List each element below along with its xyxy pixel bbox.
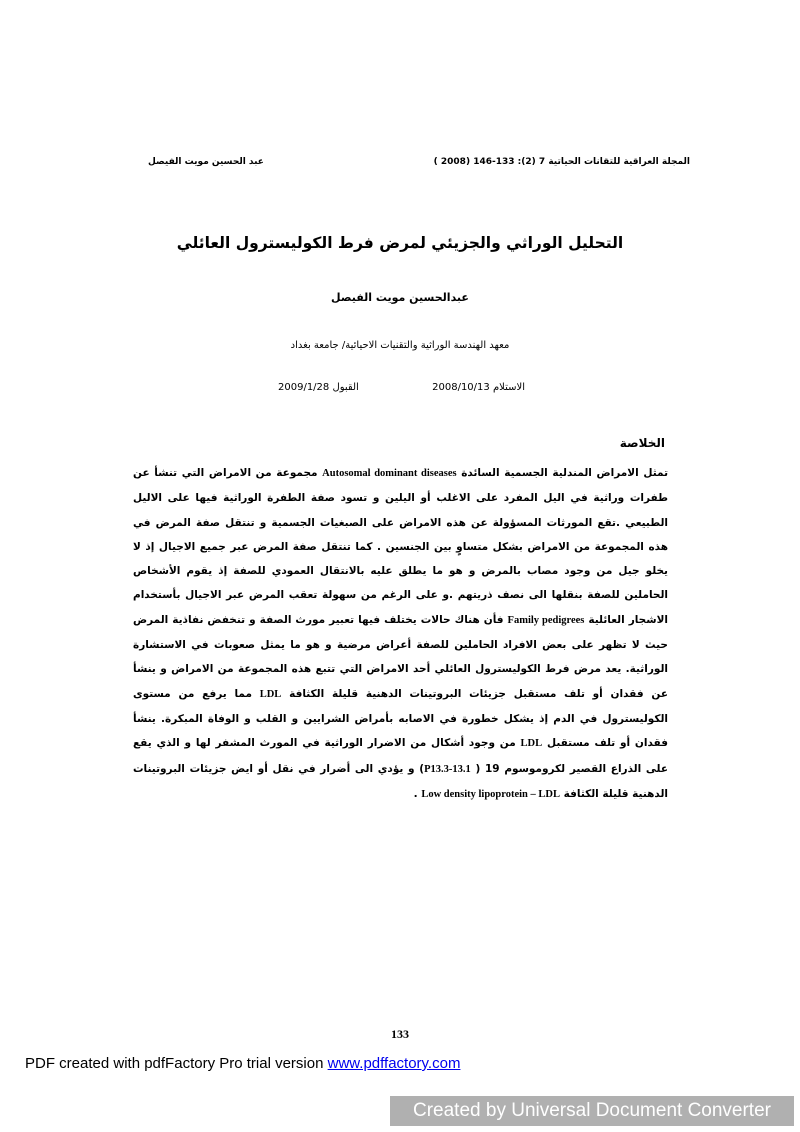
abstract-term: LDL (259, 688, 282, 700)
running-author: عبد الحسين مويت الفيصل (148, 157, 264, 167)
abstract-term: P13.3-13.1 (424, 763, 471, 775)
accepted-date: 2009/1/28 (278, 382, 330, 393)
converter-watermark: Created by Universal Document Converter (390, 1096, 794, 1126)
abstract-term: Low density lipoprotein – LDL (421, 788, 560, 800)
abstract-text: تمثل الامراض المندلية الجسمية السائدة (456, 467, 669, 479)
abstract-term: Autosomal dominant diseases (322, 468, 457, 479)
abstract-text: مجموعة من الامراض التي تنشأ عن طفرات وراثية في اليل المفرد على الاغلب أو اليلين و تسود صفة الطفرة الوراثية فيها على الاليل الطبيعي .تقع المورثات المسؤولة عن هذه الامراض على الصبغيات الجسمية و تنتقل صفة المرض في هذه المجموعة من الامراض بشكل متساوٍ بين الجنسين . كما تنتقل صفة المرض عبر جميع الاجيال إذ لا يخلو جيل من وجود مصاب بالمرض و هو ما يطلق عليه بالانتقال العمودي للصفة إذ يقوم الأشخاص الحاملين للصفة بنقلها الى نصف ذريتهم .و على الرغم من سهولة تعقب المرض عبر الاجيال بأستخدام الاشجار العائلية (133, 467, 668, 626)
abstract-text: . (413, 787, 422, 800)
journal-citation: المجلة العراقية للتقانات الحياتية 7 (2): 133-146 (2008 ) (433, 157, 690, 167)
abstract-text: من وجود أشكال من الاضرار الوراثية في المورث المشفر لها و الذي يقع على الذراع القصير لكروموسوم 19 ( (133, 737, 668, 775)
abstract-text: فأن هناك حالات يختلف فيها تعبير مورث الصفة و تنخفض نفاذية المرض حيث لا تظهر على بعض الافراد الحاملين للصفة أعراض مرضية و هو ما يمثل صعوبات في الاستشارة الوراثية. يعد مرض فرط الكوليسترول العائلي أحد الامراض التي تتبع هذه المجموعة من الامراض و ينشأ عن فقدان أو تلف مستقبل جزيئات البروتينات الدهنية قليلة الكثافة (133, 613, 668, 700)
abstract-term: LDL (520, 738, 543, 750)
affiliation: معهد الهندسة الوراثية والتقنيات الاحيائية/ جامعة بغداد (290, 340, 510, 351)
abstract-text: ) و يؤدي الى أضرار في نقل أو ايض جزيئات البروتينات الدهنية قليلة الكثافة (133, 762, 668, 800)
received-date: 2008/10/13 (432, 382, 490, 393)
accepted-date-line (278, 382, 359, 393)
abstract-body (133, 461, 668, 807)
author-name: عبدالحسين مويت الفيصل (331, 291, 469, 304)
pdf-footer (25, 1055, 460, 1072)
received-label: الاستلام (492, 382, 525, 393)
abstract-heading: الخلاصة (619, 436, 665, 450)
page-number: 133 (391, 1027, 409, 1041)
accepted-label: القبول (332, 382, 359, 393)
received-date-line (432, 382, 525, 393)
pdffactory-link[interactable]: www.pdffactory.com (327, 1055, 461, 1072)
abstract-term: Family pedigrees (507, 614, 585, 626)
footer-text: PDF created with pdfFactory Pro trial version (25, 1055, 328, 1072)
abstract-text: مما يرفع من مستوى الكوليسترول في الدم إذ يشكل خطورة في الاصابه بأمراض الشرايين و القلب و الوفاة المبكرة. ينشأ فقدان أو تلف مستقبل (133, 687, 668, 750)
article-title: التحليل الوراثي والجزيئي لمرض فرط الكوليسترول العائلي (176, 234, 624, 252)
